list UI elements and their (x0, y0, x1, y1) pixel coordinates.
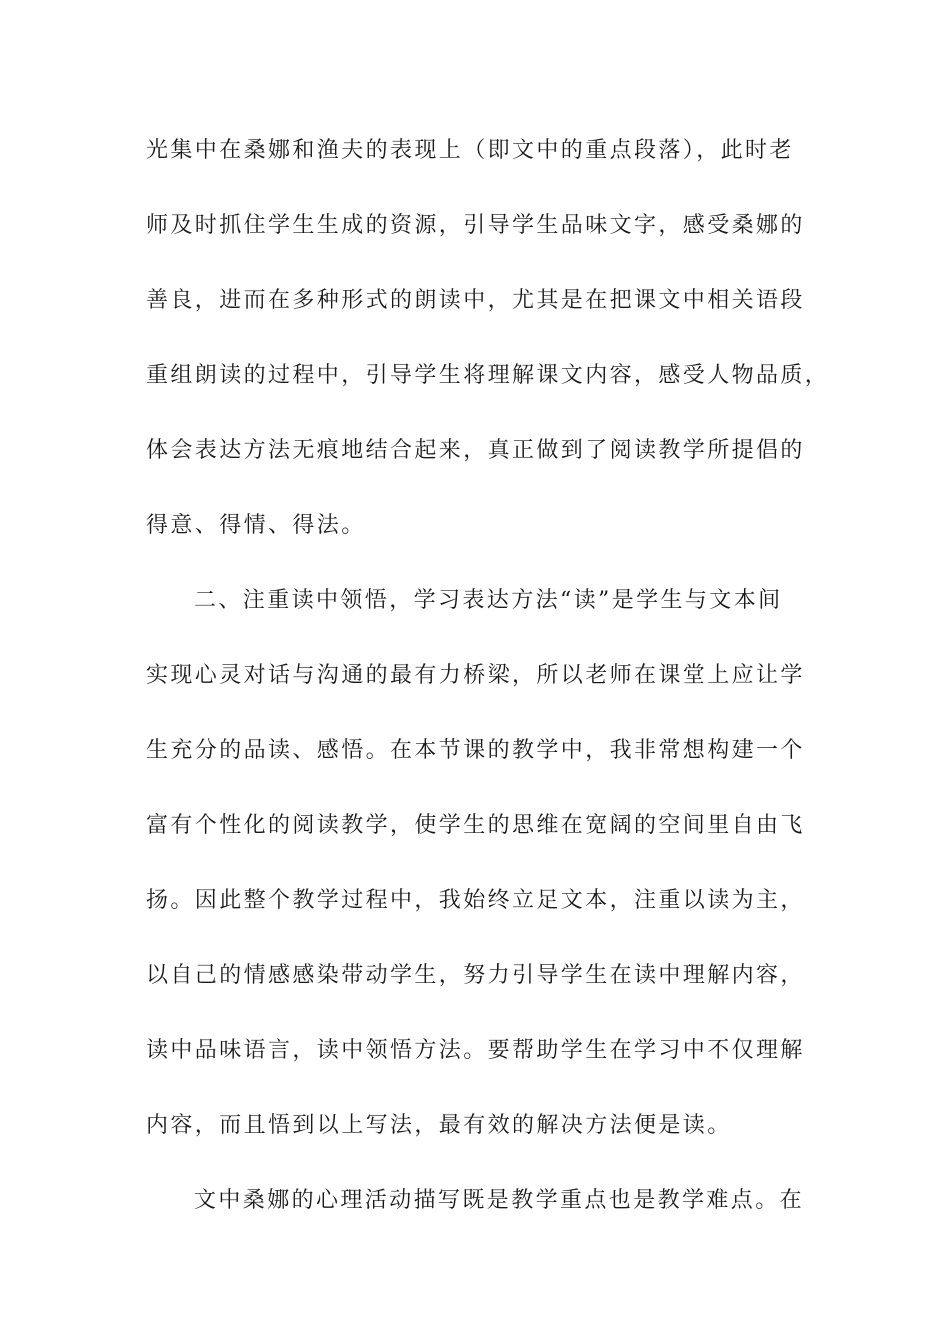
text-line: 得意、得情、得法。 (146, 513, 366, 538)
text-line: 重组朗读的过程中，引导学生将理解课文内容，感受人物品质， (146, 363, 830, 388)
text-line: 读中品味语言，读中领悟方法。要帮助学生在学习中不仅理解 (146, 1038, 805, 1063)
text-line: 光集中在桑娜和渔夫的表现上（即文中的重点段落），此时老 (146, 138, 794, 163)
text-line: 体会表达方法无痕地结合起来，真正做到了阅读教学所提倡的 (146, 438, 805, 463)
text-line: 内容，而且悟到以上写法，最有效的解决方法便是读。 (146, 1113, 732, 1138)
text-line: 生充分的品读、感悟。在本节课的教学中，我非常想构建一个 (146, 738, 805, 763)
text-line: 师及时抓住学生生成的资源，引导学生品味文字，感受桑娜的 (146, 213, 805, 238)
text-line: 富有个性化的阅读教学，使学生的思维在宽阔的空间里自由飞 (146, 813, 805, 838)
text-line: 文中桑娜的心理活动描写既是教学重点也是教学难点。在 (194, 1188, 805, 1213)
text-line: 善良，进而在多种形式的朗读中，尤其是在把课文中相关语段 (146, 288, 805, 313)
text-line: 以自己的情感感染带动学生，努力引导学生在读中理解内容， (146, 963, 805, 988)
text-line: 扬。因此整个教学过程中，我始终立足文本，注重以读为主， (146, 888, 805, 913)
text-line: 实现心灵对话与沟通的最有力桥梁，所以老师在课堂上应让学 (146, 663, 805, 688)
paragraph-heading: 二、注重读中领悟，学习表达方法“读”是学生与文本间 (194, 588, 783, 613)
